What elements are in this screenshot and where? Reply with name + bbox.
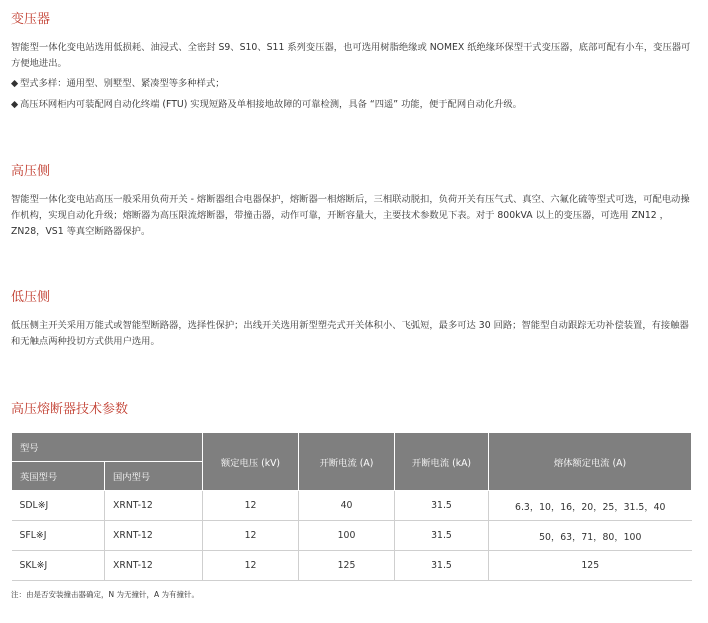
cell-domestic-model: XRNT-12 (105, 491, 203, 521)
cell-voltage: 12 (203, 551, 299, 581)
cell-fuse-current: 50，63，71，80，100 (489, 521, 692, 551)
section-title: 高压熔断器技术参数 (11, 402, 129, 417)
cell-voltage: 12 (203, 491, 299, 521)
table-footnote: 注：由是否安装撞击器确定，N 为无撞针，A 为有撞针。 (11, 590, 200, 599)
cell-fuse-current: 6.3，10，16，20，25，31.5，40 (489, 491, 692, 521)
section-lv-side (11, 290, 697, 350)
cell-current: 125 (299, 551, 395, 581)
header-breaking-current-a: 开断电流 (A) (299, 433, 395, 491)
cell-uk-model: SKL※J (12, 551, 105, 581)
section-transformer (11, 12, 697, 113)
bullet-item (11, 97, 697, 113)
bullet-text: 型式多样：通用型、别墅型、紧凑型等多种样式； (20, 78, 225, 89)
header-breaking-current-ka: 开断电流 (kA) (395, 433, 489, 491)
cell-breaking: 31.5 (395, 491, 489, 521)
cell-uk-model: SDL※J (12, 491, 105, 521)
table-row (12, 521, 692, 551)
section-title: 变压器 (11, 12, 51, 27)
bullet-icon: ◆ (11, 99, 19, 110)
cell-fuse-current: 125 (489, 551, 692, 581)
cell-voltage: 12 (203, 521, 299, 551)
section-paragraph: 低压侧主开关采用万能式或智能型断路器，选择性保护；出线开关选用新型塑壳式开关体积小、飞弧短，最多可达 30 回路；智能型自动跟踪无功补偿装置，有接触器和无触点两种投切方式供用户选用。 (11, 320, 689, 347)
header-rated-voltage: 额定电压 (kV) (203, 433, 299, 491)
header-model: 型号 (12, 433, 203, 462)
header-uk-model: 英国型号 (12, 462, 105, 491)
cell-current: 100 (299, 521, 395, 551)
cell-domestic-model: XRNT-12 (105, 521, 203, 551)
section-paragraph: 智能型一体化变电站高压一般采用负荷开关 - 熔断器组合电器保护，熔断器一相熔断后，三相联动脱扣，负荷开关有压气式、真空、六氟化硫等型式可选，可配电动操作机构，实现自动化升级；熔断器为高压限流熔断器，带撞击器，动作可靠，开断容量大，主要技术参数见下表。对于 800kVA 以上的变压器，可选用 ZN12 ， ZN28，VS1 等真空断路器保护。 (11, 194, 690, 237)
header-domestic-model: 国内型号 (105, 462, 203, 491)
cell-current: 40 (299, 491, 395, 521)
section-paragraph: 智能型一体化变电站选用低损耗、油浸式、全密封 S9、S10、S11 系列变压器，也可选用树脂绝缘或 NOMEX 纸绝缘环保型干式变压器，底部可配有小车，变压器可方便地进出。 (11, 42, 691, 69)
cell-uk-model: SFL※J (12, 521, 105, 551)
table-row (12, 491, 692, 521)
section-hv-side (11, 164, 697, 240)
section-title: 高压侧 (11, 164, 51, 179)
cell-breaking: 31.5 (395, 521, 489, 551)
header-fuse-rated-current: 熔体额定电流 (A) (489, 433, 692, 491)
cell-domestic-model: XRNT-12 (105, 551, 203, 581)
bullet-icon: ◆ (11, 78, 19, 89)
cell-breaking: 31.5 (395, 551, 489, 581)
fuse-params-table (11, 432, 692, 581)
section-title: 低压侧 (11, 290, 51, 305)
section-fuse-params (11, 402, 697, 418)
bullet-text: 高压环网柜内可装配网自动化终端 (FTU) 实现短路及单相接地故障的可靠检测，具备 “四遥” 功能，便于配网自动化升级。 (20, 99, 522, 110)
bullet-item (11, 76, 697, 92)
table-row (12, 551, 692, 581)
